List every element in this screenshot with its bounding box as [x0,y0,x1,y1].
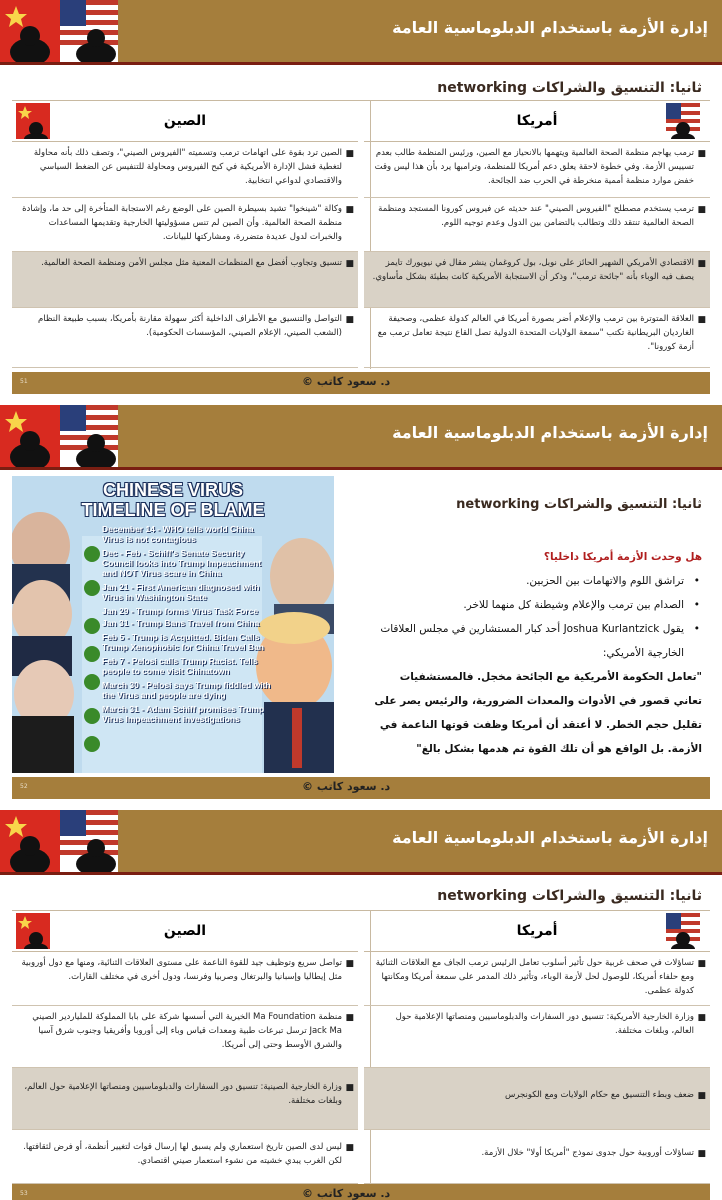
us-row-3: ■ الاقتصادي الأمريكي الشهير الحائز على نوبل، بول كروغمان ينشر مقال في نيويورك تايمز يصف فيه الوباء بأنه "جائحة ترمب"، وذكر أن الاستجابة الأمريكية كانت بطيئة بشكل مأساوي. [364,252,710,308]
china-row-2-text: منظمة Ma Foundation الخيرية التي أسسها شركة على بابا المملوكة للملياردير الصيني Jack Ma ترسل تبرعات طبية ومعدات قياس وباء إلى أوروبا وأفريقيا وجنوب شرق آسيا والشرق الأوسط وحتى إلى أمريكا. [32,1012,342,1050]
china-row-1: ■ تواصل سريع وتوظيف جيد للقوة الناعمة على مستوى العلاقات الثنائية، ومنها مع دول أوروبية مثل إيطاليا وإسبانيا والبرتغال وصربيا وفرنسا، ودول أخرى في مختلف القارات. [12,952,358,1006]
us-row-1: ■ ترمب يهاجم منظمة الصحة العالمية ويتهمها بالانحياز مع الصين، ورئيس المنظمة طالب بعدم تسييس الأزمة. وفي خطوة لاحقة يعلق دعم أمريكا للمنظمة، وترامبها يرد بأن هذا ليس وقت خفض موارد منظمة أممية منخرطة في الحرب ضد الجائحة. [364,142,710,198]
poster-item: March 30 - Pelosi says Trump fiddled with the Virus and people are dying [102,680,271,700]
china-row-3-text: تنسيق وتجاوب أفضل مع المنظمات المعنية مثل مجلس الأمن ومنظمة الصحة العالمية. [41,258,342,268]
poster-item: Jan 29 - Trump forms Virus Task Force [102,606,259,616]
section-title: ثانيا: التنسيق والشراكات networking [456,497,702,512]
china-column-title: الصين [163,113,207,129]
poster-item: Feb 5 - Trump is Acquitted. Biden Calls Trump Xenophobic for China Travel Ban [102,632,264,652]
china-column [12,101,358,368]
us-flag-icon [666,103,700,139]
us-column [364,911,710,1184]
china-row-4-text: ليس لدى الصين تاريخ استعماري ولم يسبق لها إرسال قوات لتغيير أنظمة، أو فرض لثقافتها. لكن الغرب يبدي خشيته من نشوء استعمار صيني اقتصادي. [23,1142,342,1166]
page-number: 53 [20,1190,28,1197]
slide-header [0,0,722,62]
china-flag-icon [16,913,50,949]
us-row-4-text: تساؤلات أوروبية حول جدوى نموذج "أمريكا أولا" خلال الأزمة. [481,1148,694,1158]
china-row-4: ■ ليس لدى الصين تاريخ استعماري ولم يسبق لها إرسال قوات لتغيير أنظمة، أو فرض لثقافتها. لكن الغرب يبدي خشيته من نشوء استعمار صيني اقتصادي. [12,1130,358,1184]
header-divider [0,62,722,65]
bullet-item: • تراشق اللوم والاتهامات بين الحزبين. [526,575,700,587]
us-column [364,101,710,368]
slide-1 [0,0,722,395]
us-row-4-text: العلاقة المتوترة بين ترمب والإعلام أضر بصورة أمريكا في العالم كدولة عظمى، وصحيفة الغارديان البريطانية تكتب "سمعة الولايات المتحدة الدولية تصل القاع نتيجة تعامل ترمب مع أزمة كورونا". [377,314,694,352]
page-number: 52 [20,783,28,790]
china-row-2: ■ منظمة Ma Foundation الخيرية التي أسسها شركة على بابا المملوكة للملياردير الصيني Jack Ma ترسل تبرعات طبية ومعدات قياس وباء إلى أوروبا وأفريقيا وجنوب شرق آسيا والشرق الأوسط وحتى إلى أمريكا. [12,1006,358,1068]
us-column-title: أمريكا [516,113,558,129]
us-row-2-text: ترمب يستخدم مصطلح "الفيروس الصيني" عند حديثه عن فيروس كورونا المستجد ومنظمة الصحة العالمية تنتقد ذلك وتطالب بالتضامن بين الدول وعدم توجيه اللوم. [378,204,694,228]
us-column-header [364,101,710,142]
china-column-header [12,101,358,142]
china-column-title: الصين [163,923,207,939]
poster-item: Jan 31 - Trump Bans Travel from China [102,618,260,628]
footer-author: د. سعود كاتب © [302,1187,391,1200]
header-title: إدارة الأزمة باستخدام الدبلوماسية العامة [392,18,708,37]
poster-item: Jan 21 - First American diagnosed with Virus in Washington State [102,582,260,602]
footer-author: د. سعود كاتب © [302,780,391,793]
poster-item: December 14 - WHO tells world China Virus is not contagious [102,524,254,544]
quote-text: "تعامل الحكومة الأمريكية مع الجائحة مخجل. فالمستشفيات تعاني قصور في الأدوات والمعدات الضرورية، والرئيس يصر على تقليل حجم الخطر. لا أعتقد أن أمريكا وظفت قوتها الناعمة في الأزمة. بل الواقع هو أن تلك القوة تم هدمها بشكل بالغ" [374,671,702,755]
slide-2 [0,405,722,800]
china-row-3: ■ وزارة الخارجية الصينية: تنسيق دور السفارات والدبلوماسيين ومنصاتها الإعلامية حول العالم، وبلغات مختلفة. [12,1068,358,1130]
us-row-1: ■ تساؤلات في صحف غربية حول تأثير أسلوب تعامل الرئيس ترمب الجاف مع العلاقات الثنائية ومع حلفاء أمريكا، للوصول لحل لأزمة الوباء، وتأثير ذلك المدمر على سمعة أمريكا ومكانتها كدولة عظمى. [364,952,710,1006]
comparison-table [12,910,710,1183]
header-divider [0,872,722,875]
china-row-4-text: التواصل والتنسيق مع الأطراف الداخلية أكثر سهولة مقارنة بأمريكا، بسبب طبيعة النظام (الشعب الصيني، الإعلام الصيني، المؤسسات الحكومية). [37,314,342,338]
us-column-header [364,911,710,952]
us-row-4: ■ تساؤلات أوروبية حول جدوى نموذج "أمريكا أولا" خلال الأزمة. [364,1130,710,1184]
comparison-table [12,100,710,369]
bullet-item: • الصدام بين ترمب والإعلام وشيطنة كل منهما للاخر. [463,599,700,611]
slide-footer [12,777,710,799]
us-row-3: ■ ضعف وبطء التنسيق مع حكام الولايات ومع الكونجرس [364,1068,710,1130]
us-row-2-text: وزارة الخارجية الأمريكية: تنسيق دور السفارات والدبلوماسيين ومنصاتها الإعلامية حول العالم، وبلغات مختلفة. [395,1012,694,1036]
section-title: ثانيا: التنسيق والشراكات networking [437,888,702,904]
slide-header [0,405,722,467]
slide-footer [12,372,710,394]
us-row-1-text: ترمب يهاجم منظمة الصحة العالمية ويتهمها بالانحياز مع الصين، ورئيس المنظمة طالب بعدم تسييس الأزمة. وفي خطوة لاحقة يعلق دعم أمريكا للمنظمة، وترامبها يرد بأن هذا ليس وقت خفض موارد منظمة أممية منخرطة في الحرب ضد الجائحة. [374,148,694,186]
page-number: 51 [20,378,28,385]
china-row-2-text: وكالة "شينخوا" تشيد بسيطرة الصين على الوضع رغم الاستجابة المتأخرة إلى حد ما، وإشادة منظمة الصحة العالمية. وأن الصين لم تنس مسؤوليتها الخارجية وتقديمها المساعدات والخبرات لدول عديدة متضررة، ومشاركتها للبيانات. [22,204,342,242]
china-row-3: ■ تنسيق وتجاوب أفضل مع المنظمات المعنية مثل مجلس الأمن ومنظمة الصحة العالمية. [12,252,358,308]
poster-timeline [102,524,274,724]
poster-title-line-2: TIMELINE OF BLAME [81,500,265,520]
header-divider [0,467,722,470]
slide-3 [0,810,722,1200]
china-row-4: ■ التواصل والتنسيق مع الأطراف الداخلية أكثر سهولة مقارنة بأمريكا، بسبب طبيعة النظام (الشعب الصيني، الإعلام الصيني، المؤسسات الحكومية). [12,308,358,368]
china-flag-icon [16,103,50,139]
poster-item: Feb 7 - Pelosi calls Trump Racist. Tells people to come visit Chinatown [102,656,258,676]
us-row-4: ■ العلاقة المتوترة بين ترمب والإعلام أضر بصورة أمريكا في العالم كدولة عظمى، وصحيفة الغارديان البريطانية تكتب "سمعة الولايات المتحدة الدولية تصل القاع نتيجة تعامل ترمب مع أزمة كورونا". [364,308,710,368]
poster-title-line-1: CHINESE VIRUS [102,480,244,500]
china-column-header [12,911,358,952]
china-row-1: ■ الصين ترد بقوة على اتهامات ترمب وتسميته "الفيروس الصيني"، وتصف ذلك بأنه محاولة لتغطية فشل الإدارة الأمريكية في كبح الفيروس ومحاولة للتنفيس عن الضغط السياسي والاقتصادي لدواعي انتخابية. [12,142,358,198]
us-row-2: ■ ترمب يستخدم مصطلح "الفيروس الصيني" عند حديثه عن فيروس كورونا المستجد ومنظمة الصحة العالمية تنتقد ذلك وتطالب بالتضامن بين الدول وعدم توجيه اللوم. [364,198,710,252]
us-flag-icon [666,913,700,949]
question-heading: هل وحدت الأزمة أمريكا داخليا؟ [543,551,702,563]
slide-footer [12,1184,710,1200]
us-row-3-text: ضعف وبطء التنسيق مع حكام الولايات ومع الكونجرس [504,1090,694,1100]
slide-2-body [372,545,702,761]
china-row-3-text: وزارة الخارجية الصينية: تنسيق دور السفارات والدبلوماسيين ومنصاتها الإعلامية حول العالم، وبلغات مختلفة. [24,1082,342,1106]
china-row-1-text: تواصل سريع وتوظيف جيد للقوة الناعمة على مستوى العلاقات الثنائية، ومنها مع دول أوروبية مثل إيطاليا وإسبانيا والبرتغال وصربيا وفرنسا، ودول أخرى في مختلف القارات. [21,958,342,982]
us-row-2: ■ وزارة الخارجية الأمريكية: تنسيق دور السفارات والدبلوماسيين ومنصاتها الإعلامية حول العالم، وبلغات مختلفة. [364,1006,710,1068]
flags-banner-image [0,405,118,467]
us-row-3-text: الاقتصادي الأمريكي الشهير الحائز على نوبل، بول كروغمان ينشر مقال في نيويورك تايمز يصف فيه الوباء بأنه "جائحة ترمب"، وذكر أن الاستجابة الأمريكية كانت بطيئة بشكل مأساوي. [372,258,694,282]
footer-author: د. سعود كاتب © [302,375,391,388]
us-column-title: أمريكا [516,923,558,939]
timeline-poster-image [12,476,334,773]
poster-item: March 31 - Adam Schiff promises Trump Virus Impeachment investigations [102,704,265,724]
china-column [12,911,358,1184]
flags-banner-image [0,0,118,62]
flags-banner-image [0,810,118,872]
section-title: ثانيا: التنسيق والشراكات networking [437,80,702,96]
poster-title [12,480,334,520]
us-row-1-text: تساؤلات في صحف غربية حول تأثير أسلوب تعامل الرئيس ترمب الجاف مع العلاقات الثنائية ومع حلفاء أمريكا، للوصول لحل لأزمة الوباء، وتأثير ذلك المدمر على سمعة أمريكا ومكانتها كدولة عظمى. [375,958,694,996]
header-title: إدارة الأزمة باستخدام الدبلوماسية العامة [392,423,708,442]
china-row-2: ■ وكالة "شينخوا" تشيد بسيطرة الصين على الوضع رغم الاستجابة المتأخرة إلى حد ما، وإشادة منظمة الصحة العالمية. وأن الصين لم تنس مسؤوليتها الخارجية وتقديمها المساعدات والخبرات لدول عديدة متضررة، ومشاركتها للبيانات. [12,198,358,252]
bullet-item: • يقول Joshua Kurlantzick أحد كبار المستشارين في مجلس العلاقات الخارجية الأمريكي: [380,623,700,659]
poster-item: Dec - Feb - Schiff's Senate Security Council looks into Trump Impeachment and NOT Virus scare in China [102,548,262,578]
slide-header [0,810,722,872]
header-title: إدارة الأزمة باستخدام الدبلوماسية العامة [392,828,708,847]
china-row-1-text: الصين ترد بقوة على اتهامات ترمب وتسميته "الفيروس الصيني"، وتصف ذلك بأنه محاولة لتغطية فشل الإدارة الأمريكية في كبح الفيروس ومحاولة للتنفيس عن الضغط السياسي والاقتصادي لدواعي انتخابية. [33,148,342,186]
